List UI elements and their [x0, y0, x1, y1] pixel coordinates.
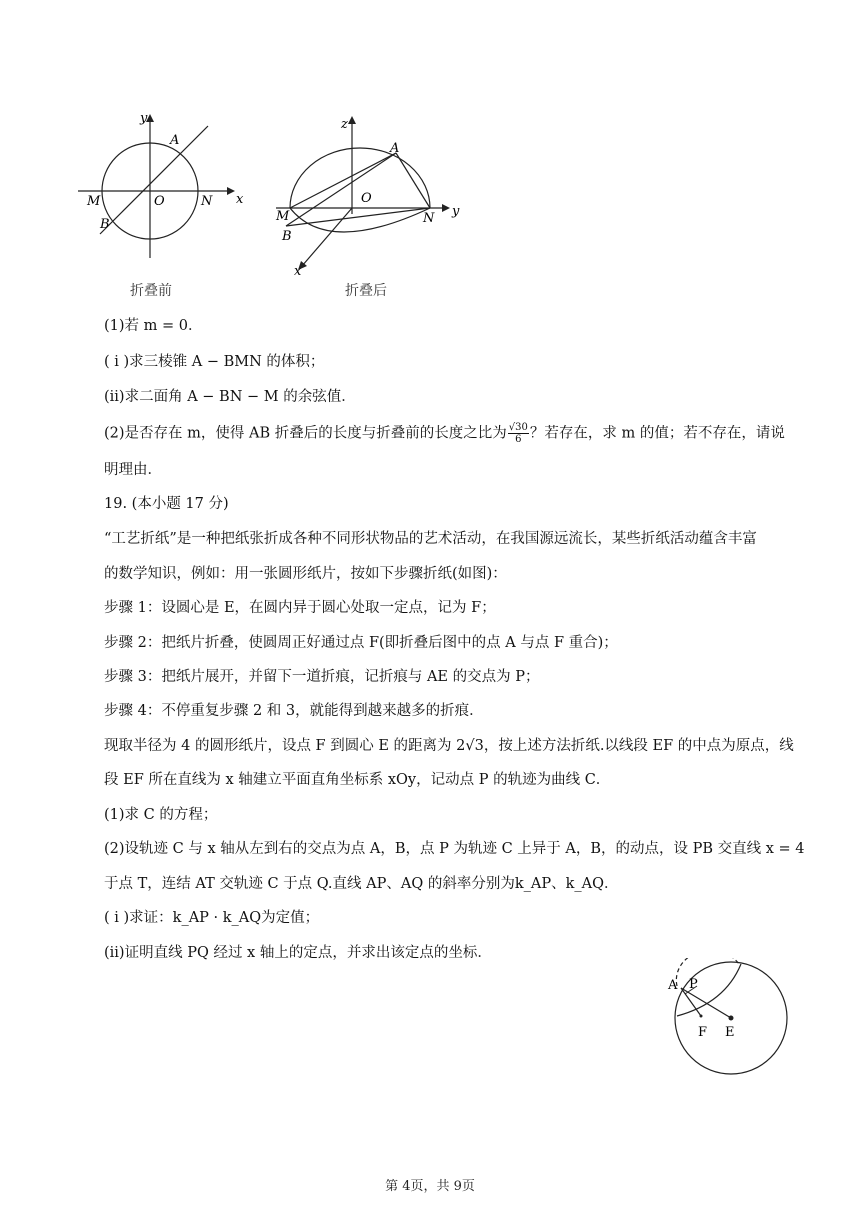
label-z: z — [341, 117, 348, 132]
figure-before-fold — [70, 108, 245, 268]
text-line-17: 于点 T，连结 AT 交轨迹 C 于点 Q.直线 AP、AQ 的斜率分别为k_AP、k_AQ． — [104, 876, 619, 892]
label-a: A — [390, 141, 400, 156]
text-line-2: ( i )求三棱锥 A − BMN 的体积； — [104, 354, 325, 370]
text-line-1: (1)若 m = 0． — [104, 318, 203, 334]
text-line-19: (ii)证明直线 PQ 经过 x 轴上的定点，并求出该定点的坐标． — [104, 945, 492, 961]
label-a: A — [668, 978, 678, 993]
page-footer: 第 4页，共 9页 — [385, 1179, 475, 1194]
figure-after-fold — [268, 108, 473, 278]
label-n: N — [201, 194, 213, 209]
text-line-16: (2)设轨迹 C 与 x 轴从左到右的交点为点 A，B，点 P 为轨迹 C 上异于 A，B，的动点，设 PB 交直线 x = 4 — [104, 841, 805, 857]
step-2: 步骤 2：把纸片折叠，使圆周正好通过点 F(即折叠后图中的点 A 与点 F 重合)； — [104, 635, 618, 651]
text-line-4-part-a: (2)是否存在 m，使得 AB 折叠后的长度与折叠前的长度之比为 — [104, 425, 507, 442]
text-line-13: 现取半径为 4 的圆形纸片，设点 F 到圆心 E 的距离为 2√3，按上述方法折纸.以线段 EF 的中点为原点，线 — [104, 738, 794, 754]
text-line-15: (1)求 C 的方程； — [104, 807, 218, 823]
label-f: F — [698, 1025, 708, 1040]
label-m: M — [87, 194, 101, 209]
figure-fold-circle — [655, 958, 805, 1088]
label-a: A — [170, 133, 180, 148]
label-p: P — [689, 977, 698, 992]
text-line-14: 段 EF 所在直线为 x 轴建立平面直角坐标系 xOy，记动点 P 的轨迹为曲线 C． — [104, 772, 611, 788]
step-3: 步骤 3：把纸片展开，并留下一道折痕，记折痕与 AE 的交点为 P； — [104, 669, 540, 685]
caption-before: 折叠前 — [130, 283, 172, 299]
fraction-denominator: 6 — [515, 434, 522, 445]
caption-after: 折叠后 — [345, 283, 387, 299]
label-y: y — [452, 204, 460, 219]
label-x: x — [236, 192, 244, 207]
fraction-numerator: √30 — [508, 422, 528, 433]
label-e: E — [725, 1025, 735, 1040]
text-line-3: (ii)求二面角 A − BN − M 的余弦值． — [104, 389, 356, 405]
text-line-4-part-b: ？若存在，求 m 的值；若不存在，请说 — [529, 425, 785, 442]
text-line-7: “工艺折纸”是一种把纸张折成各种不同形状物品的艺术活动，在我国源远流长，某些折纸活动蕴含丰富 — [104, 531, 757, 547]
label-x: x — [294, 264, 302, 278]
problem-19-header: 19. (本小题 17 分) — [104, 496, 229, 512]
label-m: M — [276, 209, 290, 224]
label-n: N — [423, 211, 435, 226]
step-1: 步骤 1：设圆心是 E，在圆内异于圆心处取一定点，记为 F； — [104, 600, 496, 616]
text-line-8: 的数学知识，例如：用一张圆形纸片，按如下步骤折纸(如图)： — [104, 566, 507, 582]
ratio-fraction — [508, 422, 529, 445]
label-o: O — [154, 194, 165, 209]
step-4: 步骤 4：不停重复步骤 2 和 3，就能得到越来越多的折痕． — [104, 703, 484, 719]
label-b: B — [100, 217, 110, 232]
text-line-5: 明理由． — [104, 462, 162, 478]
label-y: y — [140, 111, 148, 126]
text-line-18: ( i )求证：k_AP · k_AQ为定值； — [104, 910, 320, 926]
label-b: B — [282, 229, 292, 244]
text-line-4 — [104, 422, 785, 445]
label-o: O — [361, 191, 372, 206]
